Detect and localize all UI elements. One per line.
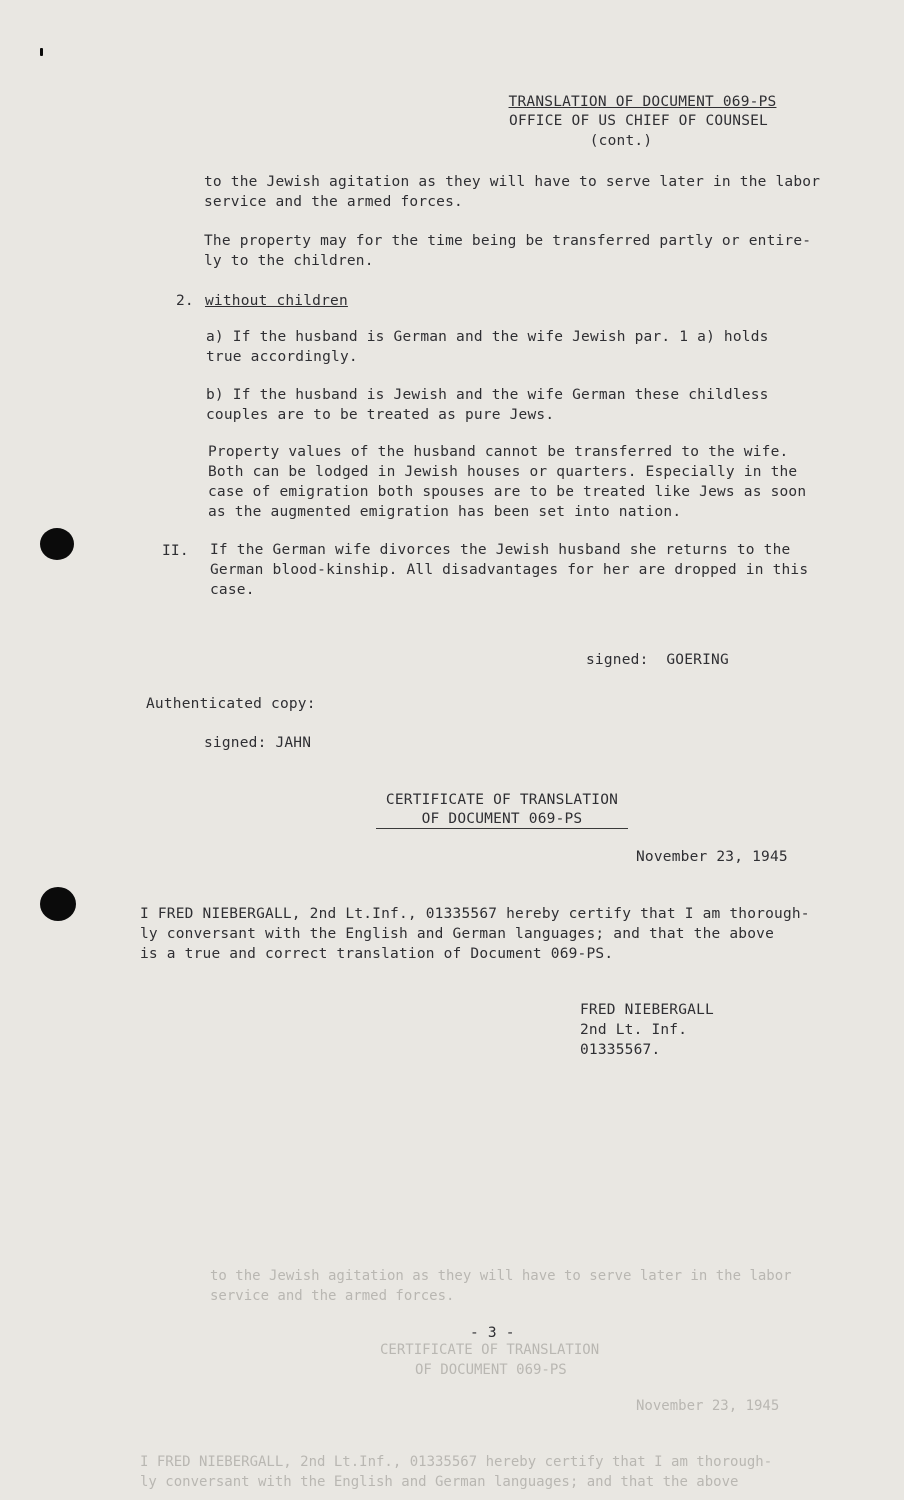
paper-mark <box>40 48 43 56</box>
body-text-line: If the German wife divorces the Jewish husband she returns to the <box>210 542 791 558</box>
punch-hole <box>40 887 76 921</box>
header-office: OFFICE OF US CHIEF OF COUNSEL <box>509 113 768 129</box>
body-text-line: a) If the husband is German and the wife Jewish par. 1 a) holds <box>206 329 769 345</box>
certificate-text-line: is a true and correct translation of Document 069-PS. <box>140 946 614 962</box>
bleed-through-text: to the Jewish agitation as they will have to serve later in the labor <box>210 1268 792 1284</box>
translator-rank: 2nd Lt. Inf. <box>580 1022 688 1038</box>
certificate-date: November 23, 1945 <box>636 849 788 865</box>
body-text-line: service and the armed forces. <box>204 194 463 210</box>
authenticated-copy-label: Authenticated copy: <box>146 696 316 712</box>
bleed-through-text: CERTIFICATE OF TRANSLATION <box>380 1342 600 1358</box>
signed-jahn: signed: JAHN <box>204 735 312 751</box>
section-title: without children <box>205 293 348 309</box>
body-text-line: The property may for the time being be transferred partly or entire- <box>204 233 812 249</box>
body-text-line: Property values of the husband cannot be transferred to the wife. <box>208 444 789 460</box>
body-text-line: case. <box>210 582 255 598</box>
bleed-through-text: I FRED NIEBERGALL, 2nd Lt.Inf., 01335567 hereby certify that I am thorough- <box>140 1454 773 1470</box>
body-text-line: b) If the husband is Jewish and the wife German these childless <box>206 387 769 403</box>
header-title: TRANSLATION OF DOCUMENT 069-PS <box>508 94 777 110</box>
signed-goering: signed: GOERING <box>586 652 729 668</box>
section-number: 2. <box>176 293 194 309</box>
translator-serial: 01335567. <box>580 1042 661 1058</box>
page-number: - 3 - <box>470 1325 515 1341</box>
bleed-through-text: service and the armed forces. <box>210 1288 455 1304</box>
bleed-through-text: November 23, 1945 <box>636 1398 780 1414</box>
translator-name: FRED NIEBERGALL <box>580 1002 714 1018</box>
certificate-title: CERTIFICATE OF TRANSLATION <box>385 792 619 808</box>
certificate-text-line: I FRED NIEBERGALL, 2nd Lt.Inf., 01335567 hereby certify that I am thorough- <box>140 906 810 922</box>
body-text-line: to the Jewish agitation as they will have to serve later in the labor <box>204 174 821 190</box>
certificate-text-line: ly conversant with the English and German languages; and that the above <box>140 926 775 942</box>
certificate-rule <box>376 828 628 829</box>
body-text-line: Both can be lodged in Jewish houses or quarters. Especially in the <box>208 464 798 480</box>
body-text-line: true accordingly. <box>206 349 358 365</box>
punch-hole <box>40 528 74 560</box>
body-text-line: ly to the children. <box>204 253 374 269</box>
section-number: II. <box>162 543 189 559</box>
body-text-line: German blood-kinship. All disadvantages for her are dropped in this <box>210 562 809 578</box>
body-text-line: as the augmented emigration has been set into nation. <box>208 504 682 520</box>
body-text-line: couples are to be treated as pure Jews. <box>206 407 555 423</box>
certificate-subtitle: OF DOCUMENT 069-PS <box>421 811 583 827</box>
bleed-through-text: OF DOCUMENT 069-PS <box>415 1362 567 1378</box>
header-cont: (cont.) <box>589 133 653 149</box>
body-text-line: case of emigration both spouses are to be treated like Jews as soon <box>208 484 807 500</box>
bleed-through-text: ly conversant with the English and German languages; and that the above <box>140 1474 739 1490</box>
